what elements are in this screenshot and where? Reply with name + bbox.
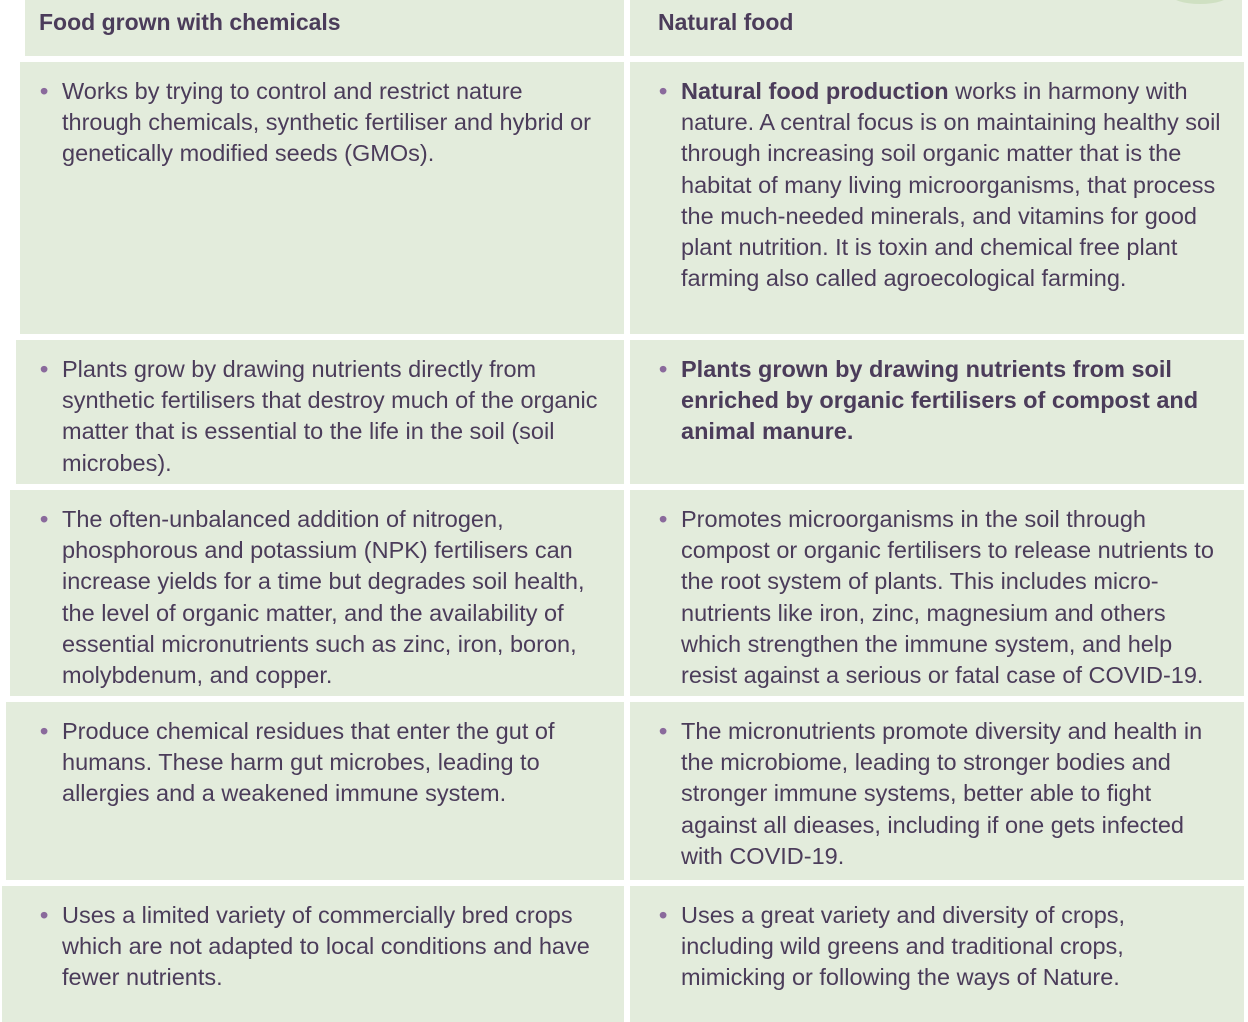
row-1-left-cell <box>20 62 624 334</box>
bullet-icon: • <box>659 356 668 382</box>
row-5-left-text: Uses a limited variety of commercially bred crops which are not adapted to local conditions and have fewer nutrients. <box>62 902 590 991</box>
bullet-icon: • <box>659 718 668 744</box>
bullet-icon: • <box>40 718 49 744</box>
row-2-right-cell <box>630 340 1244 484</box>
list-item <box>659 716 1224 872</box>
row-1-right-cell <box>630 62 1244 334</box>
bullet-icon: • <box>659 506 668 532</box>
row-1-right-bold-text: Natural food production <box>681 78 949 104</box>
list-item <box>40 900 604 994</box>
row-2-right-bold-text: Plants grown by drawing nutrients from soil enriched by organic fertilisers of compost and animal manure. <box>681 356 1199 445</box>
header-left <box>25 0 624 56</box>
bullet-icon: • <box>40 506 49 532</box>
row-3-left-text: The often-unbalanced addition of nitrogen, phosphorous and potassium (NPK) fertilisers can increase yields for a time but degrades soil health, the level of organic matter, and the availability of essential micronutrients such as zinc, iron, boron, molybdenum, and copper. <box>62 506 585 689</box>
bullet-icon: • <box>40 356 49 382</box>
header-right <box>630 0 1242 56</box>
row-1-right-text: works in harmony with nature. A central focus is on maintaining healthy soil through increasing soil organic matter that is the habitat of many living microorganisms, that process the much-needed minerals, and vitamins for good plant nutrition. It is toxin and chemical free plant farming also called agroecological farming. <box>681 78 1221 292</box>
row-4-left-cell <box>6 702 624 880</box>
list-item <box>40 716 604 810</box>
decorative-leaf <box>1170 0 1230 4</box>
row-5-left-cell <box>2 886 624 1022</box>
row-5-right-cell <box>630 886 1244 1022</box>
row-1-left-text: Works by trying to control and restrict nature through chemicals, synthetic fertiliser and hybrid or genetically modified seeds (GMOs). <box>62 78 591 167</box>
bullet-icon: • <box>40 902 49 928</box>
row-4-right-text: The micronutrients promote diversity and health in the microbiome, leading to stronger bodies and stronger immune systems, better able to fight against all dieases, including if one gets infected with COVID-19. <box>681 718 1203 869</box>
list-item <box>659 354 1224 448</box>
row-4-right-cell <box>630 702 1244 880</box>
row-5-right-text: Uses a great variety and diversity of crops, including wild greens and traditional crops, mimicking or following the ways of Nature. <box>681 902 1126 991</box>
header-left-text: Food grown with chemicals <box>39 9 341 35</box>
row-3-right-text: Promotes microorganisms in the soil through compost or organic fertilisers to release nutrients to the root system of plants. This includes micro-nutrients like iron, zinc, magnesium and others which strengthen the immune system, and help resist against a serious or fatal case of COVID-19. <box>681 506 1214 689</box>
list-item <box>40 504 604 691</box>
list-item <box>659 504 1224 691</box>
list-item <box>40 76 604 170</box>
list-item <box>659 900 1224 994</box>
bullet-icon: • <box>659 78 668 104</box>
row-3-left-cell <box>10 490 624 696</box>
row-4-left-text: Produce chemical residues that enter the gut of humans. These harm gut microbes, leading to allergies and a weakened immune system. <box>62 718 555 807</box>
row-2-left-text: Plants grow by drawing nutrients directly from synthetic fertilisers that destroy much of the organic matter that is essential to the life in the soil (soil microbes). <box>62 356 598 476</box>
list-item <box>40 354 604 479</box>
row-2-left-cell <box>16 340 624 484</box>
bullet-icon: • <box>40 78 49 104</box>
row-3-right-cell <box>630 490 1244 696</box>
bullet-icon: • <box>659 902 668 928</box>
list-item <box>659 76 1224 294</box>
header-right-text: Natural food <box>658 9 794 35</box>
